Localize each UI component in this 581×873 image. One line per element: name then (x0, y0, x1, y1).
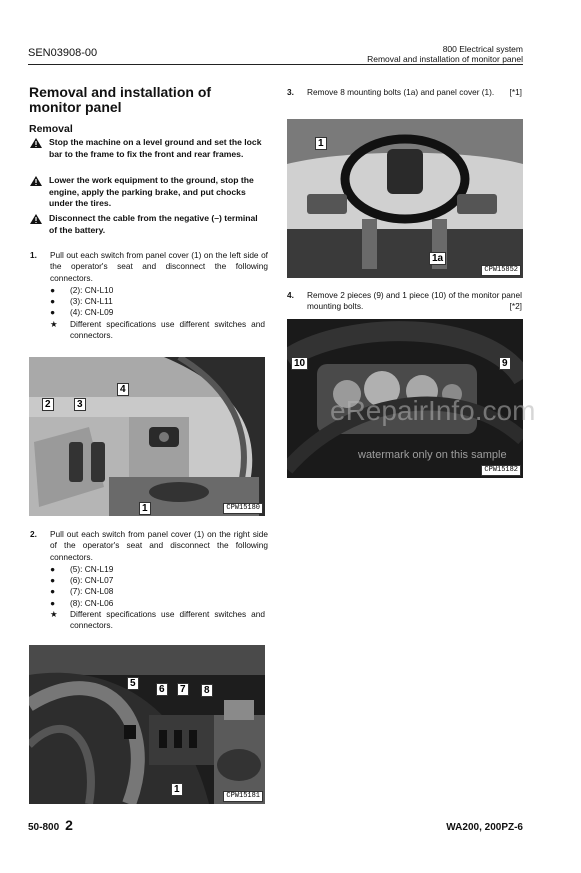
figure-caption: CPW15852 (481, 265, 521, 276)
step-text: Remove 8 mounting bolts (1a) and panel cover (1). (307, 87, 495, 97)
list-item: ● (3): CN-L11 (50, 296, 113, 307)
reference-mark: [*1] (509, 87, 522, 97)
figure-1-photo (29, 357, 265, 516)
figure-caption: CPW15180 (223, 503, 263, 514)
step-number: 3. (287, 87, 294, 97)
warning-1 (30, 137, 268, 160)
page-code: 50-800 (28, 822, 60, 833)
revision-number: 2 (65, 817, 73, 833)
list-item: ● (8): CN-L06 (50, 597, 114, 608)
step-text: Remove 2 pieces (9) and 1 piece (10) of the monitor panel mounting bolts. (307, 290, 522, 312)
figure-caption: CPW15181 (223, 791, 263, 802)
warning-2 (30, 175, 268, 210)
callout-1: 1 (315, 137, 327, 150)
callout-9: 9 (499, 357, 511, 370)
step-2-connectors (50, 564, 265, 631)
page-number (28, 817, 73, 833)
warning-3 (30, 213, 268, 236)
model-name: WA200, 200PZ-6 (446, 822, 523, 833)
list-item: ● (5): CN-L19 (50, 564, 114, 574)
warning-text: Disconnect the cable from the negative (–) terminal of the battery. (49, 213, 258, 235)
star-icon: ★ (50, 608, 58, 619)
step-number: 2. (30, 529, 37, 539)
step-1 (30, 250, 268, 284)
list-item: ● (2): CN-L10 (50, 285, 114, 295)
list-item: ● (7): CN-L08 (50, 586, 114, 597)
callout-8: 8 (201, 684, 213, 697)
page-title: Removal and installation of monitor panel (29, 84, 212, 115)
section-title: 800 Electrical system (442, 44, 523, 54)
callout-1: 1 (171, 783, 183, 796)
watermark-text: eRepairInfo.com (330, 395, 536, 426)
removal-heading: Removal (29, 123, 73, 135)
header-rule (28, 64, 523, 65)
callout-6: 6 (156, 683, 168, 696)
callout-10: 10 (291, 357, 308, 370)
watermark-subtext: watermark only on this sample (358, 449, 507, 461)
doc-code: SEN03908-00 (28, 47, 98, 59)
warning-icon (30, 214, 42, 224)
step-text: Pull out each switch from panel cover (1) on the left side of the operator's seat and disconnect the following connectors. (50, 250, 268, 283)
figure-2-photo (29, 645, 265, 804)
callout-2: 2 (42, 398, 54, 411)
callout-1a: 1a (429, 252, 446, 265)
figure-caption: CPW15182 (481, 465, 521, 476)
step-4 (287, 290, 522, 313)
warning-icon (30, 176, 42, 186)
step-3 (287, 87, 522, 98)
step-1-connectors (50, 285, 265, 341)
figure-right-switches (29, 645, 265, 804)
figure-left-switches (29, 357, 265, 516)
callout-3: 3 (74, 398, 86, 411)
warning-icon (30, 138, 42, 148)
reference-mark: [*2] (509, 301, 522, 312)
warning-text: Stop the machine on a level ground and set the lock bar to the frame to fix the front and rear frames. (49, 137, 262, 159)
list-item: ● (6): CN-L07 (50, 575, 114, 586)
step-number: 1. (30, 250, 37, 260)
note-item: ★ Different specifications use different switches and connectors. (50, 608, 265, 631)
callout-5: 5 (127, 677, 139, 690)
callout-4: 4 (117, 383, 129, 396)
subsection-title: Removal and installation of monitor panel (367, 54, 523, 64)
note-item: ★ Different specifications use different switches and connectors. (50, 318, 265, 340)
step-number: 4. (287, 290, 294, 300)
step-text: Pull out each switch from panel cover (1) on the right side of the operator's seat and disconnect the following connectors. (50, 529, 268, 562)
figure-panel-cover (287, 119, 523, 278)
step-2 (30, 529, 268, 563)
callout-7: 7 (177, 683, 189, 696)
list-item: ● (4): CN-L09 (50, 307, 114, 318)
star-icon: ★ (50, 318, 58, 329)
callout-1: 1 (139, 502, 151, 515)
warning-text: Lower the work equipment to the ground, stop the engine, apply the parking brake, and put chocks under the tires. (49, 175, 254, 208)
